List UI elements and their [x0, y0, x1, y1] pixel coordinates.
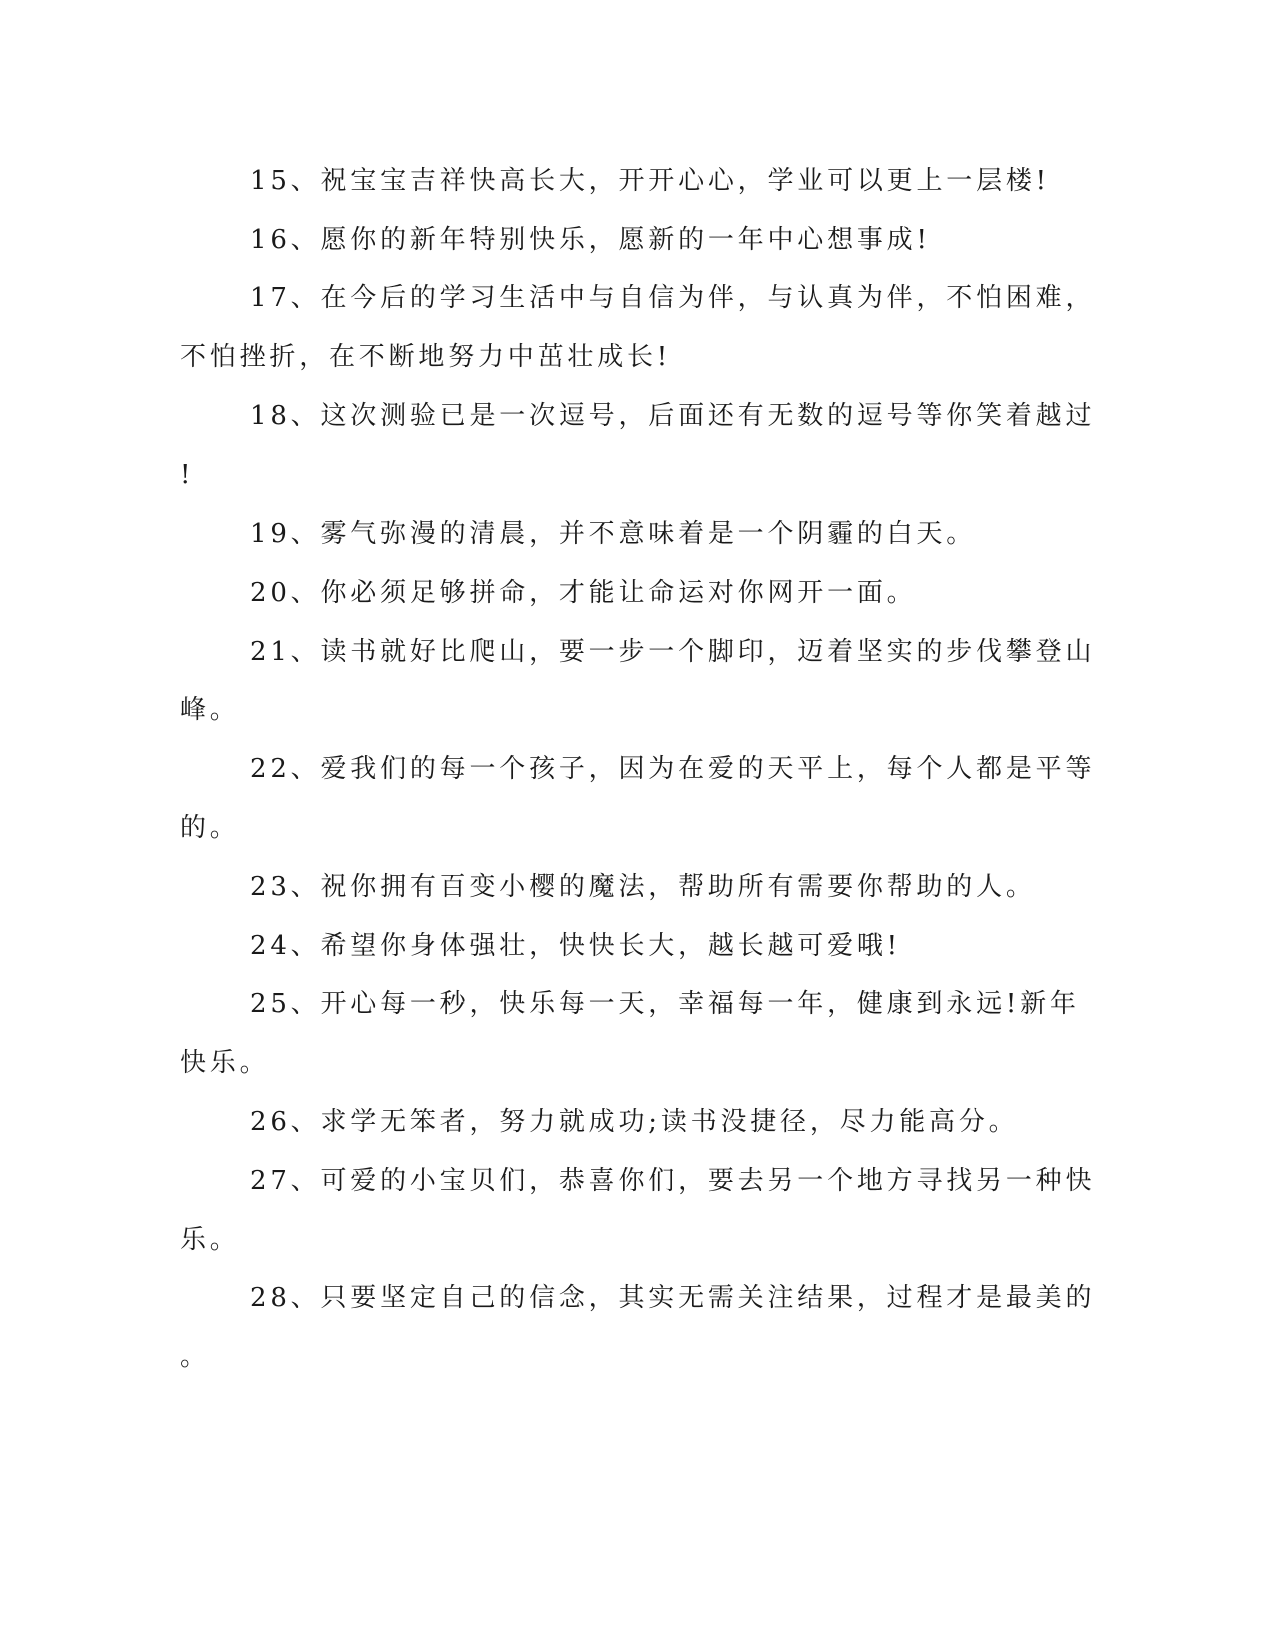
paragraph-24: 24、希望你身体强壮，快快长大，越长越可爱哦! [250, 931, 901, 961]
paragraph-27-line-1: 27、可爱的小宝贝们，恭喜你们，要去另一个地方寻找另一种快 [250, 1166, 1096, 1196]
paragraph-18-line-2: ! [180, 460, 195, 490]
paragraph-19: 19、雾气弥漫的清晨，并不意味着是一个阴霾的白天。 [250, 519, 977, 549]
paragraph-15: 15、祝宝宝吉祥快高长大，开开心心，学业可以更上一层楼! [250, 166, 1050, 196]
paragraph-25-line-2: 快乐。 [180, 1048, 270, 1078]
paragraph-17-line-1: 17、在今后的学习生活中与自信为伴，与认真为伴，不怕困难， [250, 283, 1096, 313]
paragraph-22-line-1: 22、爱我们的每一个孩子，因为在爱的天平上，每个人都是平等 [250, 754, 1096, 784]
paragraph-21-line-1: 21、读书就好比爬山，要一步一个脚印，迈着坚实的步伐攀登山 [250, 637, 1096, 667]
paragraph-22-line-2: 的。 [180, 813, 240, 843]
paragraph-28-line-1: 28、只要坚定自己的信念，其实无需关注结果，过程才是最美的 [250, 1283, 1096, 1313]
paragraph-26: 26、求学无笨者，努力就成功;读书没捷径，尽力能高分。 [250, 1107, 1019, 1137]
paragraph-25-line-1: 25、开心每一秒，快乐每一天，幸福每一年，健康到永远!新年 [250, 989, 1080, 1019]
paragraph-20: 20、你必须足够拼命，才能让命运对你网开一面。 [250, 578, 917, 608]
paragraph-23: 23、祝你拥有百变小樱的魔法，帮助所有需要你帮助的人。 [250, 872, 1036, 902]
paragraph-16: 16、愿你的新年特别快乐，愿新的一年中心想事成! [250, 225, 931, 255]
paragraph-21-line-2: 峰。 [180, 695, 240, 725]
paragraph-18-line-1: 18、这次测验已是一次逗号，后面还有无数的逗号等你笑着越过 [250, 401, 1096, 431]
paragraph-17-line-2: 不怕挫折，在不断地努力中茁壮成长! [180, 342, 672, 372]
paragraph-28-line-2: 。 [180, 1342, 210, 1372]
paragraph-27-line-2: 乐。 [180, 1225, 240, 1255]
